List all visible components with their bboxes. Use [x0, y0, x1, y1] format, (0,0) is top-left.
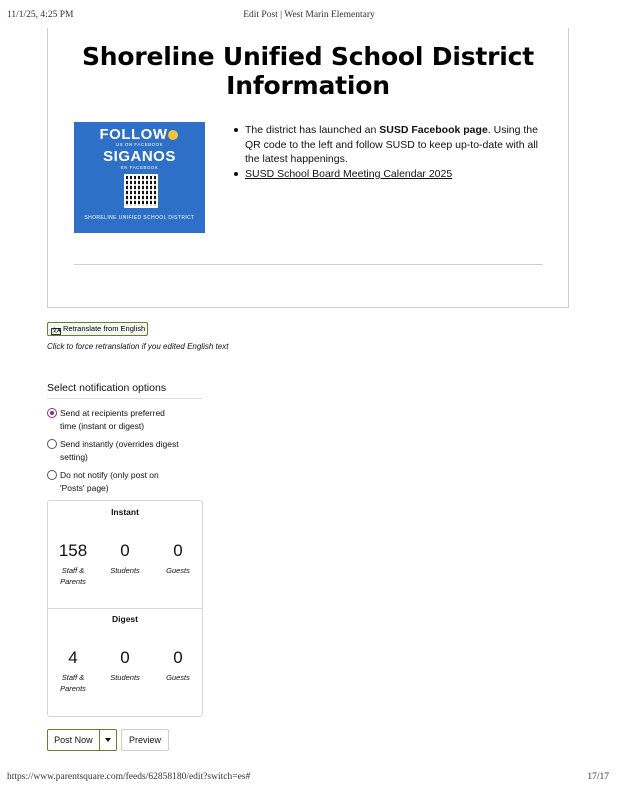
post-title-line2: Information [226, 71, 390, 100]
smiley-icon [168, 130, 178, 140]
post-body-editor[interactable] [47, 28, 569, 308]
translate-icon: 文A [52, 328, 61, 334]
instant-guests-label: Guests [166, 566, 190, 575]
radio-do-not-notify-label[interactable]: Do not notify (only post on 'Posts' page) [60, 470, 159, 493]
digest-guests-count: 0 [173, 648, 183, 667]
bold-text: SUSD Facebook page [379, 124, 488, 136]
notification-divider [47, 398, 202, 399]
image-siganos-text: SIGANOS [103, 148, 176, 165]
digest-students-label: Students [110, 673, 140, 682]
notification-options-heading: Select notification options [47, 382, 167, 394]
digest-guests-label: Guests [166, 673, 190, 682]
instant-heading: Instant [111, 507, 139, 517]
post-title [48, 42, 568, 100]
radio-preferred-time[interactable] [47, 408, 57, 418]
instant-students-label: Students [110, 566, 140, 575]
image-follow-text: FOLLOW [74, 126, 205, 143]
instant-staff-parents-count: 158 [58, 541, 88, 560]
instant-guests-count: 0 [173, 541, 183, 560]
stats-separator [48, 608, 202, 609]
print-timestamp: 11/1/25, 4:25 PM [7, 10, 74, 20]
post-now-split-button [47, 729, 117, 751]
radio-preferred-time-label[interactable]: Send at recipients preferred time (instant or digest) [60, 408, 165, 431]
print-page-number: 17/17 [587, 772, 609, 782]
preview-button[interactable]: Preview [121, 729, 169, 751]
recipient-stats-panel [47, 500, 203, 717]
digest-staff-parents-label: Staff & Parents [60, 673, 86, 693]
editor-divider [74, 264, 543, 265]
digest-staff-parents-count: 4 [68, 648, 78, 667]
instant-students-count: 0 [120, 541, 130, 560]
post-bullet-list [245, 123, 545, 181]
post-title-line1: Shoreline Unified School District [82, 42, 534, 71]
retranslate-button[interactable] [47, 322, 148, 336]
radio-send-instantly-label[interactable]: Send instantly (overrides digest setting) [60, 439, 179, 462]
bullet-item-facebook: The district has launched an SUSD Facebook page. Using the QR code to the left and follow SUSD to keep up-to-date with all the latest happenings. [245, 123, 545, 167]
digest-students-count: 0 [120, 648, 130, 667]
facebook-qr-image [74, 122, 205, 233]
retranslate-note: Click to force retranslation if you edited English text [47, 342, 229, 351]
radio-send-instantly[interactable] [47, 439, 57, 449]
print-page-title: Edit Post | West Marin Elementary [243, 10, 375, 20]
image-subtitle-2: EN FACEBOOK [120, 165, 159, 170]
image-caption: SHORELINE UNIFIED SCHOOL DISTRICT [84, 215, 195, 221]
chevron-down-icon[interactable] [99, 730, 116, 750]
bullet-item-calendar [245, 167, 545, 182]
calendar-link[interactable]: SUSD School Board Meeting Calendar 2025 [245, 167, 453, 180]
qr-code-icon [124, 174, 158, 208]
image-subtitle-1: US ON FACEBOOK [115, 142, 164, 147]
post-now-button[interactable]: Post Now [54, 735, 93, 745]
instant-staff-parents-label: Staff & Parents [60, 566, 86, 586]
print-url: https://www.parentsquare.com/feeds/62858180/edit?switch=es# [7, 772, 251, 782]
radio-do-not-notify[interactable] [47, 470, 57, 480]
digest-heading: Digest [112, 614, 138, 624]
retranslate-label: Retranslate from English [63, 324, 146, 333]
